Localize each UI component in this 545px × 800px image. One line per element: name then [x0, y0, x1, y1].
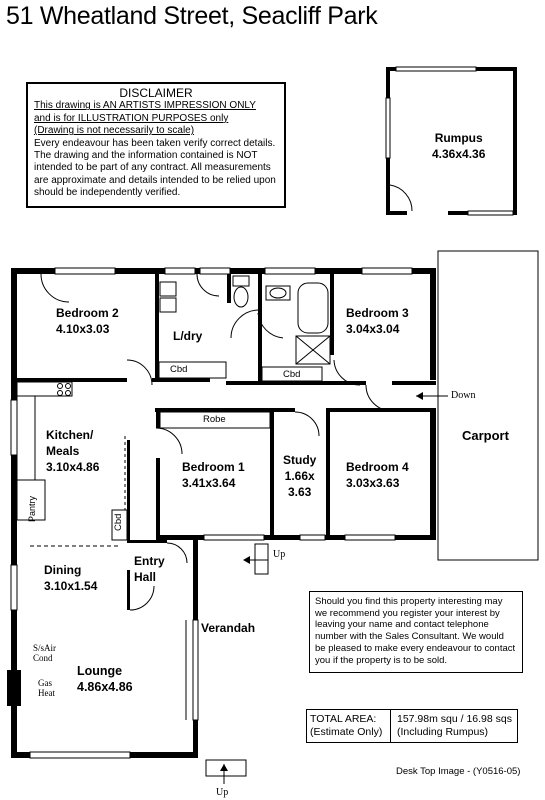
- disclaimer-heading: DISCLAIMER: [119, 86, 193, 100]
- disclaimer-body: Every endeavour has been taken verify correct details. The drawing and the information contained is NOT intended to be part of any contract. All measurements are approximate and details intended to be relied upon should be independently verified.: [34, 137, 276, 199]
- room-rumpus: [432, 130, 485, 162]
- room-kitchen-name-1: Kitchen/: [46, 428, 94, 442]
- room-kitchen-name-2: Meals: [46, 444, 80, 458]
- label-cbd-kitchen: Cbd: [113, 513, 124, 531]
- disclaimer-line-1: This drawing is AN ARTISTS IMPRESSION ONLY: [34, 100, 256, 112]
- room-bedroom-4-size: 3.03x3.63: [346, 476, 400, 490]
- room-bedroom-2-size: 4.10x3.03: [56, 322, 110, 336]
- room-bedroom-1-size: 3.41x3.64: [182, 476, 236, 490]
- label-cbd-laundry: Cbd: [170, 364, 188, 375]
- label-pantry: Pantry: [27, 495, 37, 522]
- room-bedroom-3-name: Bedroom 3: [346, 306, 409, 320]
- page-title: 51 Wheatland Street, Seacliff Park: [6, 2, 378, 30]
- total-area-labels: [307, 710, 391, 742]
- label-robe: Robe: [203, 414, 226, 425]
- label-gas-heat-1: Gas: [38, 678, 52, 688]
- room-rumpus-size: 4.36x4.36: [432, 147, 486, 161]
- label-air-cond-1: S/sAir: [33, 643, 57, 653]
- total-area-label-2: (Estimate Only): [310, 726, 383, 738]
- label-air-cond-2: Cond: [33, 653, 53, 663]
- room-dining-name: Dining: [44, 563, 82, 577]
- room-dining: [44, 562, 97, 594]
- room-entry-name-2: Hall: [134, 570, 157, 584]
- disclaimer-line-2: and is for ILLUSTRATION PURPOSES only: [34, 112, 229, 124]
- room-bedroom-1-name: Bedroom 1: [182, 460, 245, 474]
- room-kitchen-meals: [46, 427, 99, 475]
- room-lounge-name: Lounge: [77, 664, 123, 678]
- room-bedroom-3-size: 3.04x3.04: [346, 322, 400, 336]
- room-entry-name-1: Entry: [134, 554, 165, 568]
- contact-notice: Should you find this property interesting may we recommend you register your interest by leaving your name and contact telephone number with the Sales Consultant. We would be pleased to make every endeavour to contact you if the property is to be sold.: [309, 591, 523, 673]
- room-lounge: [77, 663, 133, 695]
- label-air-conditioner: [33, 643, 56, 663]
- disclaimer-line-3: (Drawing is not necessarily to scale): [34, 125, 195, 137]
- footer-caption: Desk Top Image - (Y0516-05): [396, 766, 521, 777]
- room-bedroom-2: [56, 305, 119, 337]
- room-kitchen-size: 3.10x4.86: [46, 460, 100, 474]
- room-bedroom-2-name: Bedroom 2: [56, 306, 119, 320]
- room-bedroom-3: [346, 305, 409, 337]
- total-area-value-2: (Including Rumpus): [397, 726, 489, 738]
- label-gas-heat-2: Heat: [38, 688, 55, 698]
- room-dining-size: 3.10x1.54: [44, 579, 98, 593]
- room-carport: Carport: [462, 428, 509, 443]
- label-up-bottom: Up: [216, 787, 229, 798]
- room-bedroom-1: [182, 459, 245, 491]
- room-rumpus-name: Rumpus: [434, 131, 483, 145]
- room-entry-hall: [134, 553, 165, 585]
- label-up-entry: Up: [273, 549, 286, 560]
- room-bedroom-4-name: Bedroom 4: [346, 460, 409, 474]
- total-area-label-1: TOTAL AREA:: [310, 713, 377, 725]
- room-bedroom-4: [346, 459, 409, 491]
- room-study-size-1: 1.66x: [284, 469, 315, 483]
- room-study: [283, 452, 316, 500]
- label-cbd-bathroom: Cbd: [283, 369, 301, 380]
- room-study-size-2: 3.63: [287, 485, 312, 499]
- room-laundry: L/dry: [173, 329, 203, 343]
- label-gas-heater: [38, 678, 55, 698]
- total-area-box: [306, 709, 518, 743]
- room-lounge-size: 4.86x4.86: [77, 680, 133, 694]
- total-area-values: [395, 710, 514, 742]
- label-down: Down: [451, 390, 476, 401]
- room-verandah: Verandah: [201, 621, 256, 635]
- total-area-value-1: 157.98m squ / 16.98 sqs: [397, 713, 512, 725]
- room-study-name: Study: [283, 453, 317, 467]
